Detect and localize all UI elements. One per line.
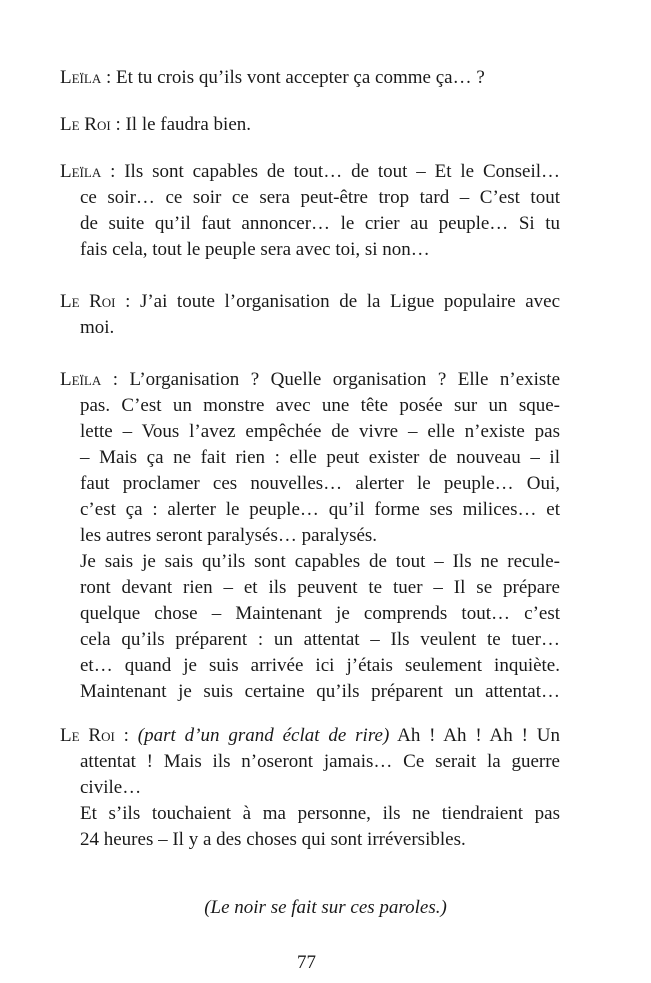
dialogue-line: Et tu crois qu’ils vont accepter ça comme ça… ? <box>116 67 485 88</box>
dialogue-line: Ils sont capables de tout… de tout – Et le Conseil… <box>124 161 561 182</box>
dialogue-line: Maintenant je suis certaine qu’ils préparent un attentat… <box>80 681 560 702</box>
dialogue-line: Je sais je sais qu’ils sont capables de tout – Ils ne recule- <box>80 551 560 572</box>
dialogue-line: ce soir… ce soir ce sera peut-être trop tard – C’est tout <box>80 187 560 208</box>
line-roi-2: Le Roi : J’ai toute l’organisation de la Ligue populaire avec moi. <box>60 289 560 341</box>
dialogue-line: pas. C’est un monstre avec une tête posée sur un sque- <box>80 395 560 416</box>
line-leila-3: Leïla : L’organisation ? Quelle organisation ? Elle n’existe pas. C’est un monstre avec une tête posée sur un sque- lette – Vous l’avez empêchée de vivre – elle n’existe pas – Mais ça ne fait rien : elle peut exister de nouveau – il faut proclamer ces nouvelles… alerter le peuple… Oui, c’est ça : alerter le peuple… qu’il forme ses milices… et les autres seront paralysés… paralysés. Je sais je sais qu’ils sont capables de tout – Ils ne recule- ront devant rien – et ils peuvent te tuer – Il se prépare quelque chose – Maintenant je comprends tout… c’est cela qu’ils préparent : un attentat – Ils veulent te tuer… et… quand je suis arrivée ici j’étais seulement inquiète. Maintenant je suis certaine qu’ils préparent un attentat… <box>60 367 560 705</box>
line-leila-1: Leïla : Et tu crois qu’ils vont accepter ça comme ça… ? <box>60 67 485 88</box>
dialogue-line: J’ai toute l’organisation de la Ligue populaire avec <box>139 291 561 312</box>
dialogue-line: – Mais ça ne fait rien : elle peut exister de nouveau – il <box>80 447 560 468</box>
speaker-name: Leïla <box>60 369 102 390</box>
speaker-name: Le Roi <box>60 725 115 746</box>
speaker-name: Le Roi <box>60 114 111 135</box>
speaker-name: Leïla <box>60 67 102 88</box>
dialogue-line: 24 heures – Il y a des choses qui sont irréversibles. <box>80 829 466 850</box>
page-number: 77 <box>297 952 316 973</box>
dialogue-line: Ah ! Ah ! Ah ! Un <box>397 725 561 746</box>
dialogue-line: cela qu’ils préparent : un attentat – Ils veulent te tuer… <box>80 629 560 650</box>
dialogue-line: ront devant rien – et ils peuvent te tuer – Il se prépare <box>80 577 560 598</box>
dialogue-line: L’organisation ? Quelle organisation ? Elle n’existe <box>129 369 561 390</box>
line-roi-1: Le Roi : Il le faudra bien. <box>60 114 252 135</box>
dialogue-line: fais cela, tout le peuple sera avec toi, si non… <box>80 239 430 260</box>
speaker-name: Le Roi <box>60 291 116 312</box>
line-roi-3: Le Roi : (part d’un grand éclat de rire) Ah ! Ah ! Ah ! Un attentat ! Mais ils n’oseront jamais… Ce serait la guerre civile… Et s’ils touchaient à ma personne, ils ne tiendraient pas 24 heures – Il y a des choses qui sont irréversibles. <box>60 723 560 853</box>
dialogue-line: de suite qu’il faut annoncer… le crier au peuple… Si tu <box>80 213 560 234</box>
line-leila-2: Leïla : Ils sont capables de tout… de tout – Et le Conseil… ce soir… ce soir ce sera peut-être trop tard – C’est tout de suite qu’il faut annoncer… le crier au peuple… Si tu fais cela, tout le peuple sera avec toi, si non… <box>60 159 560 263</box>
dialogue-line: civile… <box>80 777 142 798</box>
stage-direction: (Le noir se fait sur ces paroles.) <box>204 897 447 918</box>
dialogue-line: quelque chose – Maintenant je comprends tout… c’est <box>80 603 560 624</box>
dialogue-line: faut proclamer ces nouvelles… alerter le peuple… Oui, <box>80 473 560 494</box>
dialogue-line: attentat ! Mais ils n’oseront jamais… Ce serait la guerre <box>80 751 560 772</box>
dialogue-line: Il le faudra bien. <box>125 114 252 135</box>
stage-direction-inline: (part d’un grand éclat de rire) <box>137 725 390 746</box>
dialogue-line: lette – Vous l’avez empêchée de vivre – elle n’existe pas <box>80 421 560 442</box>
dialogue-line: et… quand je suis arrivée ici j’étais seulement inquiète. <box>80 655 560 676</box>
dialogue-line: Et s’ils touchaient à ma personne, ils ne tiendraient pas <box>80 803 560 824</box>
speaker-name: Leïla <box>60 161 102 182</box>
dialogue-line: c’est ça : alerter le peuple… qu’il forme ses milices… et <box>80 499 560 520</box>
dialogue-line: moi. <box>80 317 115 338</box>
dialogue-line: les autres seront paralysés… paralysés. <box>80 525 378 546</box>
